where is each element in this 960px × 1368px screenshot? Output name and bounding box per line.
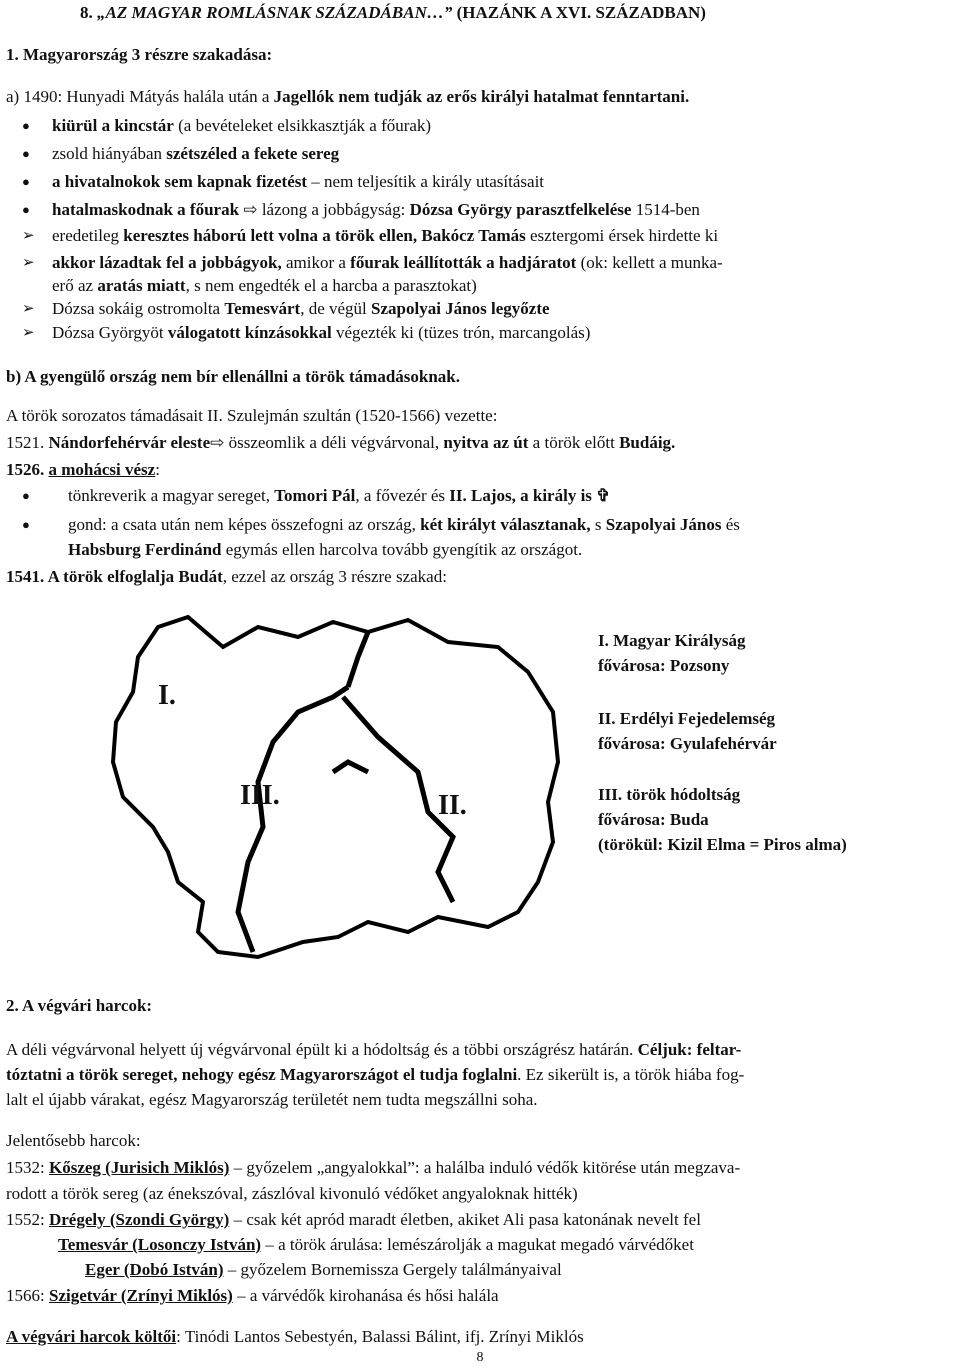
arrow-icon: ⇨ (243, 200, 258, 219)
map-label-1: I. (158, 680, 176, 711)
list-item: ➢ Dózsa sokáig ostromolta Temesvárt, de végül Szapolyai János legyőzte (22, 299, 550, 318)
list-item-continuation: Habsburg Ferdinánd egymás ellen harcolva tovább gyengítik az országot. (68, 540, 583, 559)
border-line-mid (348, 632, 368, 687)
bullet-icon: ● (22, 174, 30, 189)
battle-1552-eger: Eger (Dobó István) – győzelem Bornemissza Gergely találmányaival (85, 1260, 562, 1279)
border-line-east (343, 697, 453, 902)
border-line-north (333, 762, 368, 772)
list-item: ● tönkreverik a magyar sereget, Tomori Pál, a fővezér és II. Lajos, a király is ✞ (22, 486, 611, 505)
battle-1552-temesvar: Temesvár (Losonczy István) – a török árulása: lemészárolják a magukat megadó várvédőket (58, 1235, 694, 1254)
p2-line-2: tóztatni a török sereget, nehogy egész Magyarországot el tudja foglalni. Ez sikerült is, a török hiába fog- (6, 1065, 745, 1084)
paragraph-b: b) A gyengülő ország nem bír ellenállni a török támadásoknak. (6, 367, 461, 386)
part-2: II. Erdélyi Fejedelemség fővárosa: Gyulafehérvár (598, 709, 777, 753)
list-item: ➢ eredetileg keresztes háború lett volna a török ellen, Bakócz Tamás esztergomi érsek hirdette ki (22, 226, 719, 245)
bullet-icon: ● (22, 146, 30, 161)
list-item: ● gond: a csata után nem képes összefogni az ország, két királyt választanak, s Szapolyai János és (22, 515, 740, 534)
bullet-icon: ● (22, 517, 30, 532)
map-outline (113, 617, 558, 957)
arrowhead-icon: ➢ (22, 301, 35, 317)
battle-1566: 1566: Szigetvár (Zrínyi Miklós) – a várvédők kirohanása és hősi halála (6, 1286, 499, 1305)
bullet-icon: ● (22, 202, 30, 217)
bullet-icon: ● (22, 118, 30, 133)
section-1-heading: 1. Magyarország 3 részre szakadása: (6, 45, 273, 64)
battles-heading: Jelentősebb harcok: (6, 1131, 141, 1150)
page-number: 8 (476, 1350, 484, 1365)
arrowhead-icon: ➢ (22, 325, 35, 341)
section-2-heading: 2. A végvári harcok: (6, 996, 153, 1015)
p2-line-1: A déli végvárvonal helyett új végvárvonal épült ki a hódoltság és a többi országrész határán. Céljuk: feltar- (6, 1040, 742, 1059)
battle-1532: 1532: Kőszeg (Jurisich Miklós) – győzelem „angyalokkal”: a halálba induló védők kitörése után megzava- (6, 1158, 741, 1177)
list-item-continuation: erő az aratás miatt, s nem engedték el a harcba a parasztokat) (52, 276, 477, 295)
list-item: ➢ Dózsa Györgyöt válogatott kínzásokkal végezték ki (tüzes trón, marcangolás) (22, 323, 591, 342)
arrow-icon: ⇨ (210, 433, 225, 452)
hungary-map (108, 612, 578, 972)
turk-intro: A török sorozatos támadásait II. Szulejmán szultán (1520-1566) vezette: (6, 406, 498, 425)
event-1521: 1521. Nándorfehérvár eleste⇨ összeomlik a déli végvárvonal, nyitva az út a török előtt Budáig. (6, 433, 676, 452)
paragraph-a: a) 1490: Hunyadi Mátyás halála után a Jagellók nem tudják az erős királyi hatalmat fenntartani. (6, 87, 690, 106)
event-1526: 1526. a mohácsi vész: (6, 460, 160, 479)
bullet-icon: ● (22, 488, 30, 503)
event-1541: 1541. A török elfoglalja Budát, ezzel az ország 3 részre szakad: (6, 567, 447, 586)
part-1: I. Magyar Királyság fővárosa: Pozsony (598, 631, 746, 675)
list-item: ● hatalmaskodnak a főurak ⇨ lázong a jobbágyság: Dózsa György parasztfelkelése 1514-ben (22, 200, 700, 219)
list-item: ● kiürül a kincstár (a bevételeket elsikkasztják a főurak) (22, 116, 432, 135)
list-item: ● a hivatalnokok sem kapnak fizetést – nem teljesítik a király utasításait (22, 172, 545, 191)
map-label-3: III. (240, 780, 280, 811)
page-title: 8. „AZ MAGYAR ROMLÁSNAK SZÁZADÁBAN…” (HAZÁNK A XVI. SZÁZADBAN) (80, 3, 706, 22)
arrowhead-icon: ➢ (22, 255, 35, 271)
list-item: ➢ akkor lázadtak fel a jobbágyok, amikor a főurak leállították a hadjáratot (ok: kellett a munka- (22, 253, 723, 272)
part-3: III. török hódoltság fővárosa: Buda (törökül: Kizil Elma = Piros alma) (598, 785, 847, 854)
battle-1552: 1552: Drégely (Szondi György) – csak két apród maradt életben, akiket Ali pasa katonának nevelt fel (6, 1210, 701, 1229)
border-line-west (238, 687, 348, 952)
arrowhead-icon: ➢ (22, 228, 35, 244)
p2-line-3: lalt el újabb várakat, egész Magyarország területét nem tudta megszállni soha. (6, 1090, 538, 1109)
map-label-2: II. (438, 790, 467, 821)
poets: A végvári harcok költői: Tinódi Lantos Sebestyén, Balassi Bálint, ifj. Zrínyi Miklós (6, 1327, 584, 1346)
list-item: ● zsold hiányában szétszéled a fekete sereg (22, 144, 340, 163)
battle-1532-cont: rodott a török sereg (az énekszóval, zászlóval kivonuló védőket angyaloknak hitték) (6, 1184, 578, 1203)
